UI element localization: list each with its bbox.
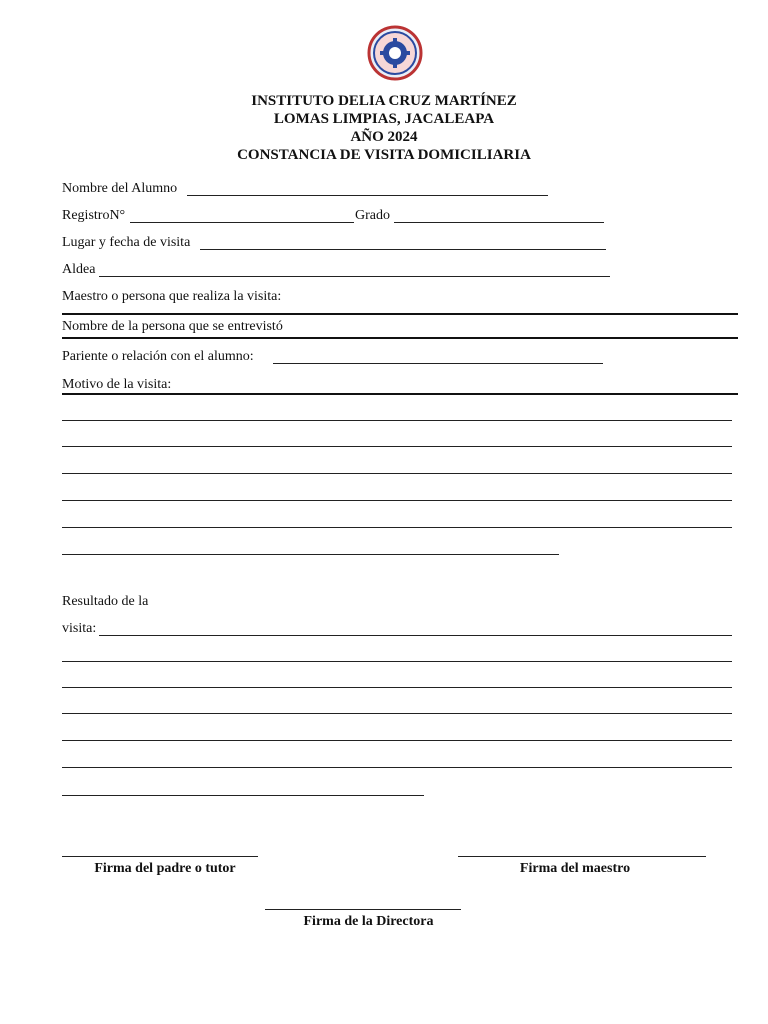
result-line[interactable] [62, 713, 732, 714]
document-title: CONSTANCIA DE VISITA DOMICILIARIA [237, 147, 531, 163]
place-date-label: Lugar y fecha de visita [62, 235, 191, 250]
registration-line[interactable] [130, 222, 354, 223]
institution-name: INSTITUTO DELIA CRUZ MARTÍNEZ [251, 93, 517, 109]
institution-location: LOMAS LIMPIAS, JACALEAPA [273, 111, 495, 127]
director-signature-label: Firma de la Directora [303, 914, 434, 929]
reason-line[interactable] [62, 527, 732, 528]
interviewee-label: Nombre de la persona que se entrevistó [62, 319, 283, 334]
result-label-line1: Resultado de la [62, 594, 149, 609]
result-line[interactable] [62, 661, 732, 662]
school-seal-icon [364, 25, 426, 81]
reason-label: Motivo de la visita: [62, 377, 172, 392]
result-line[interactable] [62, 795, 424, 796]
result-line[interactable] [99, 635, 732, 636]
student-name-label: Nombre del Alumno [62, 181, 178, 196]
reason-line[interactable] [62, 420, 732, 421]
parent-signature-label: Firma del padre o tutor [94, 861, 236, 876]
school-year: AÑO 2024 [350, 129, 418, 145]
result-line[interactable] [62, 740, 732, 741]
grade-label: Grado [355, 208, 390, 223]
village-line[interactable] [99, 276, 610, 277]
director-signature-line[interactable] [265, 909, 461, 910]
result-label-line2: visita: [62, 621, 97, 636]
village-label: Aldea [62, 262, 96, 277]
grade-line[interactable] [394, 222, 604, 223]
reason-line[interactable] [62, 473, 732, 474]
reason-line[interactable] [62, 446, 732, 447]
parent-signature-line[interactable] [62, 856, 258, 857]
reason-line[interactable] [62, 500, 732, 501]
visitor-label: Maestro o persona que realiza la visita: [62, 289, 282, 304]
relationship-line[interactable] [273, 363, 603, 364]
result-line[interactable] [62, 767, 732, 768]
student-name-line[interactable] [187, 195, 548, 196]
result-line[interactable] [62, 687, 732, 688]
teacher-signature-label: Firma del maestro [519, 861, 631, 876]
place-date-line[interactable] [200, 249, 606, 250]
reason-line[interactable] [62, 393, 738, 395]
visitor-line[interactable] [62, 313, 738, 315]
interviewee-line[interactable] [62, 337, 738, 339]
registration-label: RegistroN° [62, 208, 126, 223]
teacher-signature-line[interactable] [458, 856, 706, 857]
relationship-label: Pariente o relación con el alumno: [62, 349, 254, 364]
reason-line[interactable] [62, 554, 559, 555]
